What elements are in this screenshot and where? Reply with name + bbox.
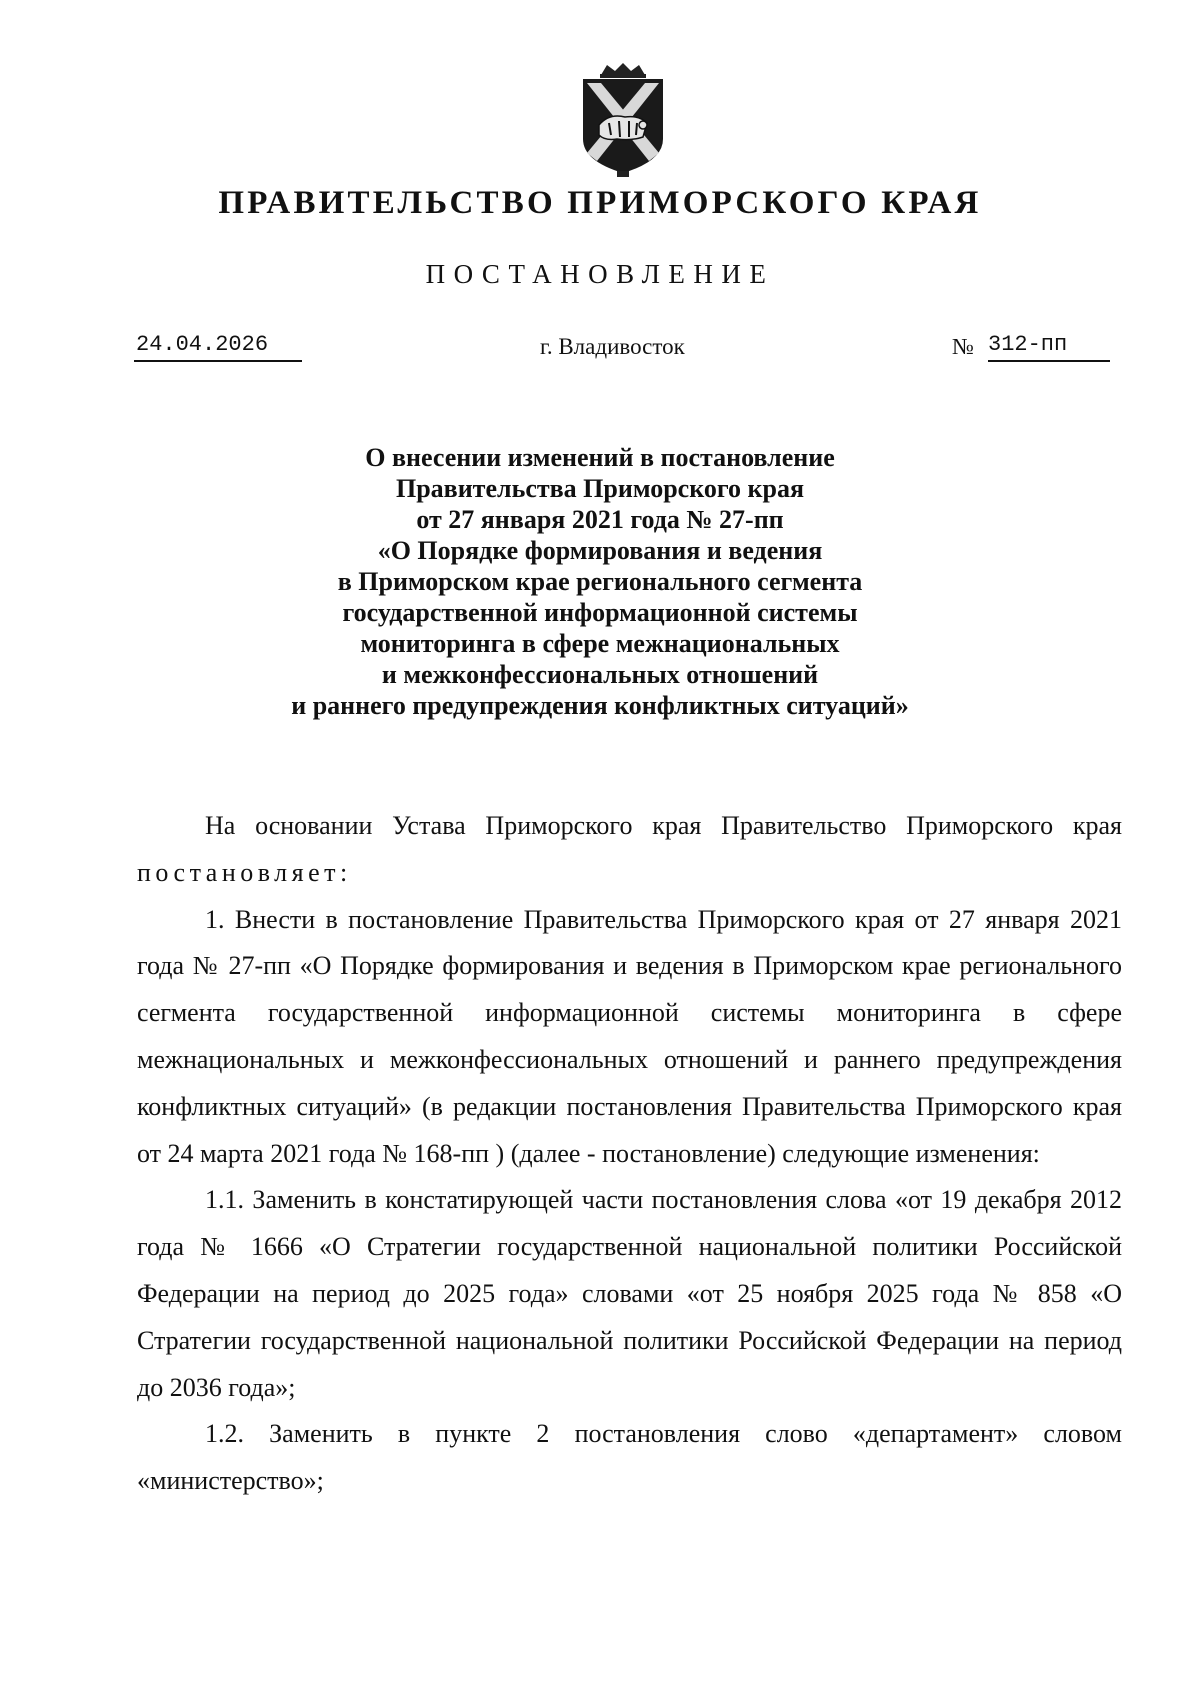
primorsky-krai-coat-of-arms-icon [573,61,673,179]
subject-line: от 27 января 2021 года № 27-пп [416,505,784,534]
document-type: ПОСТАНОВЛЕНИЕ [425,259,775,289]
item-1-1-paragraph: 1.1. Заменить в констатирующей части постановления слова «от 19 декабря 2012 года № 1666 «О Стратегии государственной национальной политики Российской Федерации на период до 2025 года» словами «от 25 ноября 2025 года № 858 «О Стратегии государственной национальной политики Российской Федерации на период до 2036 года»; [137,1185,1122,1402]
subject-line: «О Порядке формирования и ведения [377,536,823,565]
subject-line: и межконфессиональных отношений [381,660,819,689]
document-city: г. Владивосток [540,334,685,359]
document-date: 24.04.2026 [134,330,302,362]
government-title: ПРАВИТЕЛЬСТВО ПРИМОРСКОГО КРАЯ [218,185,982,221]
subject-line: О внесении изменений в постановление [365,443,835,472]
subject-line: мониторинга в сфере межнациональных [360,629,840,658]
subject-line: государственной информационной системы [342,598,858,627]
subject-line: и раннего предупреждения конфликтных ситуаций» [291,691,909,720]
preamble-text: На основании Устава Приморского края Правительство Приморского края [205,811,1122,840]
document-subject [0,442,1200,721]
document-body [137,803,1122,1505]
preamble-paragraph [137,803,1122,897]
item-1-paragraph: 1. Внести в постановление Правительства Приморского края от 27 января 2021 года № 27-пп «О Порядке формирования и ведения в Приморском крае регионального сегмента государственной информационной системы мониторинга в сфере межнациональных и межконфессиональных отношений и раннего предупреждения конфликтных ситуаций» (в редакции постановления Правительства Приморского края от 24 марта 2021 года № 168-пп ) (далее - постановление) следующие изменения: [137,904,1122,1168]
document-number: 312-пп [988,330,1110,362]
document-number-label: № [952,334,974,359]
item-1-2-paragraph: 1.2. Заменить в пункте 2 постановления слово «департамент» словом «министерство»; [137,1419,1122,1496]
subject-line: в Приморском крае регионального сегмента [337,567,863,596]
resolves-text: постановляет: [137,857,352,887]
subject-line: Правительства Приморского края [395,474,805,503]
